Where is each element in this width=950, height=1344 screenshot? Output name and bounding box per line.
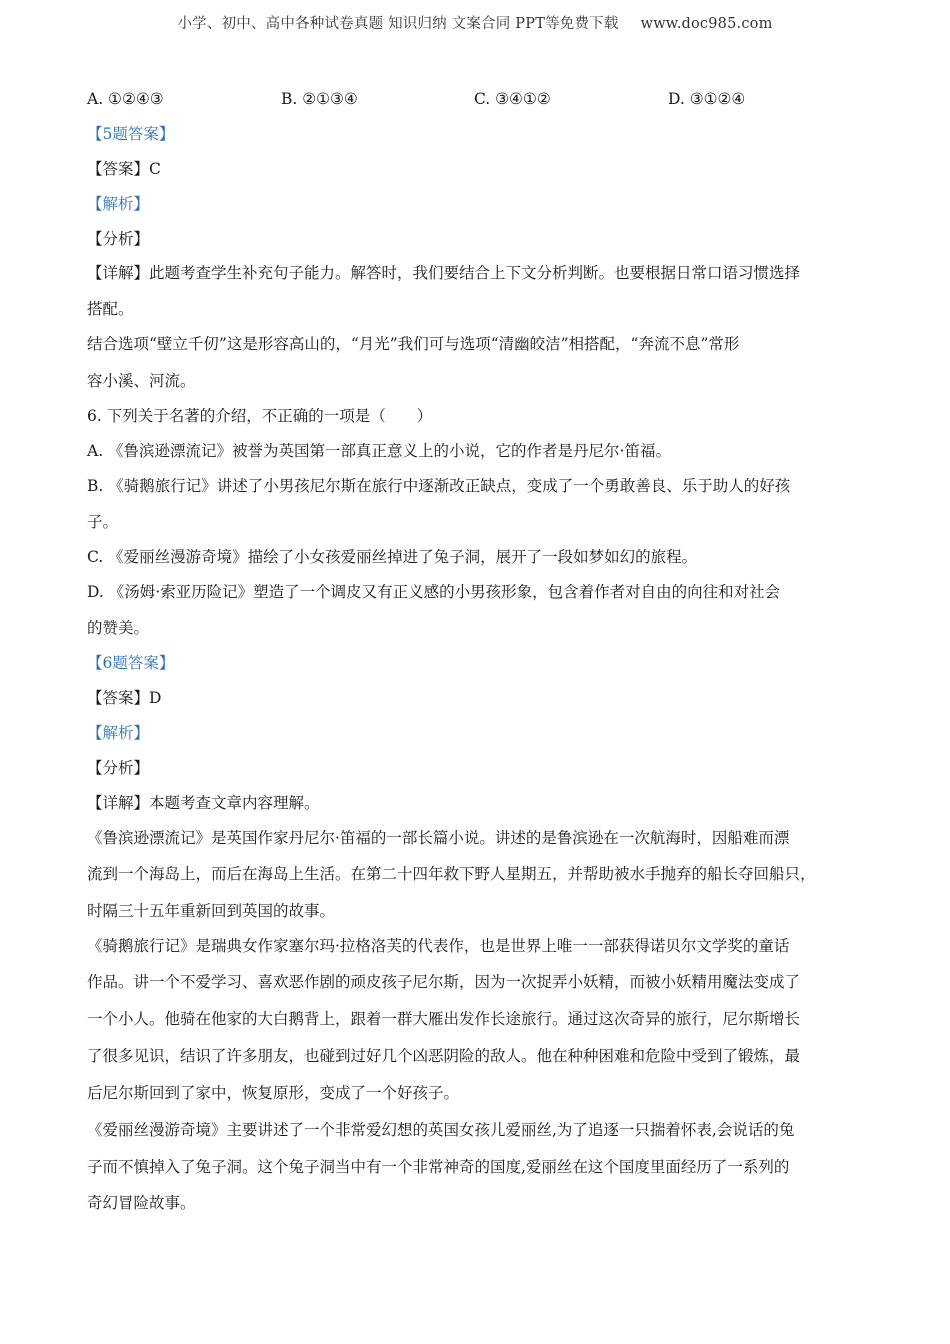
- q5-option-b: B. ②①③④: [281, 90, 358, 108]
- detail-line: 子而不慎掉入了兔子洞。这个兔子洞当中有一个非常神奇的国度,爱丽丝在这个国度里面经历了一系列的: [87, 1158, 790, 1176]
- q5-option-c: C. ③④①②: [474, 90, 551, 108]
- detail-line: 流到一个海岛上，而后在海岛上生活。在第二十四年救下野人星期五，并帮助被水手抛弃的船长夺回船只，: [87, 865, 816, 883]
- detail-line: 一个小人。他骑在他家的大白鹅背上，跟着一群大雁出发作长途旅行。通过这次奇异的旅行，尼尔斯增长: [87, 1010, 801, 1028]
- q6-answer-heading: 【6题答案】: [87, 654, 175, 672]
- detail-line: 《鲁滨逊漂流记》是英国作家丹尼尔·笛福的一部长篇小说。讲述的是鲁滨逊在一次航海时，因船难而漂: [87, 829, 790, 847]
- q6-option-b-cont: 子。: [87, 513, 119, 531]
- q6-option-d-cont: 的赞美。: [87, 619, 150, 637]
- header-text: 小学、初中、高中各种试卷真题 知识归纳 文案合同 PPT等免费下载: [177, 16, 619, 32]
- analysis-label: 【分析】: [87, 230, 150, 248]
- header-url[interactable]: www.doc985.com: [640, 16, 773, 32]
- detail-line: 结合选项“壁立千仞”这是形容高山的，“月光”我们可与选项“清幽皎洁”相搭配，“奔流不息”常形: [87, 335, 740, 353]
- detail-line: 作品。讲一个不爱学习、喜欢恶作剧的顽皮孩子尼尔斯，因为一次捉弄小妖精，而被小妖精用魔法变成了: [87, 973, 801, 991]
- analysis-label: 【分析】: [87, 759, 150, 777]
- detail-line: 了很多见识，结识了许多朋友，也碰到过好几个凶恶阴险的敌人。他在种种困难和危险中受到了锻炼，最: [87, 1047, 801, 1065]
- analysis-heading: 【解析】: [87, 195, 150, 213]
- question-6-stem: 6. 下列关于名著的介绍，不正确的一项是（ ）: [87, 407, 433, 425]
- detail-line: 搭配。: [87, 300, 134, 318]
- page-header: [0, 12, 950, 33]
- q5-option-a: A. ①②④③: [87, 90, 164, 108]
- q6-option-b: B. 《骑鹅旅行记》讲述了小男孩尼尔斯在旅行中逐渐改正缺点，变成了一个勇敢善良、乐于助人的好孩: [87, 477, 791, 495]
- detail-line: 《骑鹅旅行记》是瑞典女作家塞尔玛·拉格洛芙的代表作，也是世界上唯一一部获得诺贝尔文学奖的童话: [87, 937, 790, 955]
- q6-option-a: A. 《鲁滨逊漂流记》被誉为英国第一部真正意义上的小说，它的作者是丹尼尔·笛福。: [87, 442, 671, 460]
- detail-line: 后尼尔斯回到了家中，恢复原形，变成了一个好孩子。: [87, 1084, 460, 1102]
- detail-line: 【详解】此题考查学生补充句子能力。解答时，我们要结合上下文分析判断。也要根据日常口语习惯选择: [87, 264, 801, 282]
- analysis-heading: 【解析】: [87, 724, 150, 742]
- answer-line: 【答案】D: [87, 689, 162, 707]
- detail-line: 【详解】本题考查文章内容理解。: [87, 794, 320, 812]
- detail-line: 时隔三十五年重新回到英国的故事。: [87, 902, 336, 920]
- answer-line: 【答案】C: [87, 160, 161, 178]
- q6-option-c: C. 《爱丽丝漫游奇境》描绘了小女孩爱丽丝掉进了兔子洞，展开了一段如梦如幻的旅程。: [87, 548, 698, 566]
- q5-answer-heading: 【5题答案】: [87, 125, 175, 143]
- detail-line: 奇幻冒险故事。: [87, 1194, 196, 1212]
- detail-line: 《爱丽丝漫游奇境》主要讲述了一个非常爱幻想的英国女孩儿爱丽丝,为了追逐一只揣着怀表,会说话的兔: [87, 1121, 795, 1139]
- q5-option-d: D. ③①②④: [668, 90, 746, 108]
- detail-line: 容小溪、河流。: [87, 372, 196, 390]
- q6-option-d: D. 《汤姆·索亚历险记》塑造了一个调皮又有正义感的小男孩形象，包含着作者对自由的向往和对社会: [87, 583, 781, 601]
